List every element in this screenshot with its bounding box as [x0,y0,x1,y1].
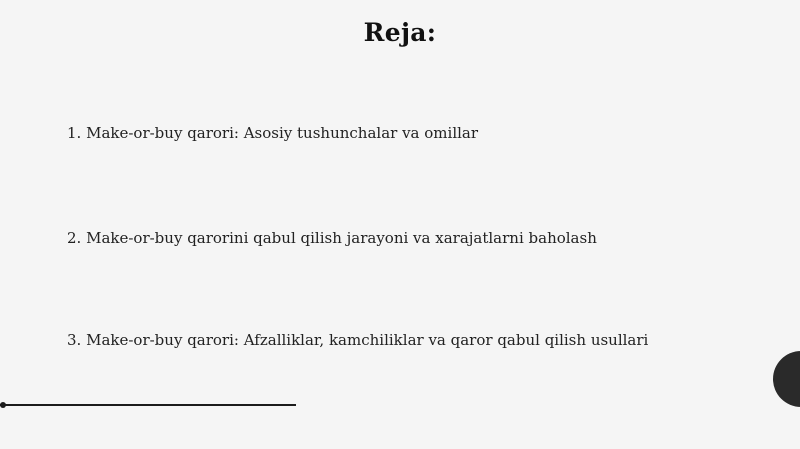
decorative-circle [773,351,800,407]
agenda-item-2: 2. Make-or-buy qarorini qabul qilish jarayoni va xarajatlarni baholash [67,229,597,247]
decorative-divider-line [0,404,296,406]
agenda-item-1: 1. Make-or-buy qarori: Asosiy tushunchalar va omillar [67,124,479,142]
slide-title: Reja: [363,18,437,47]
decorative-dot [0,402,6,408]
agenda-item-3: 3. Make-or-buy qarori: Afzalliklar, kamchiliklar va qaror qabul qilish usullari [67,331,649,349]
